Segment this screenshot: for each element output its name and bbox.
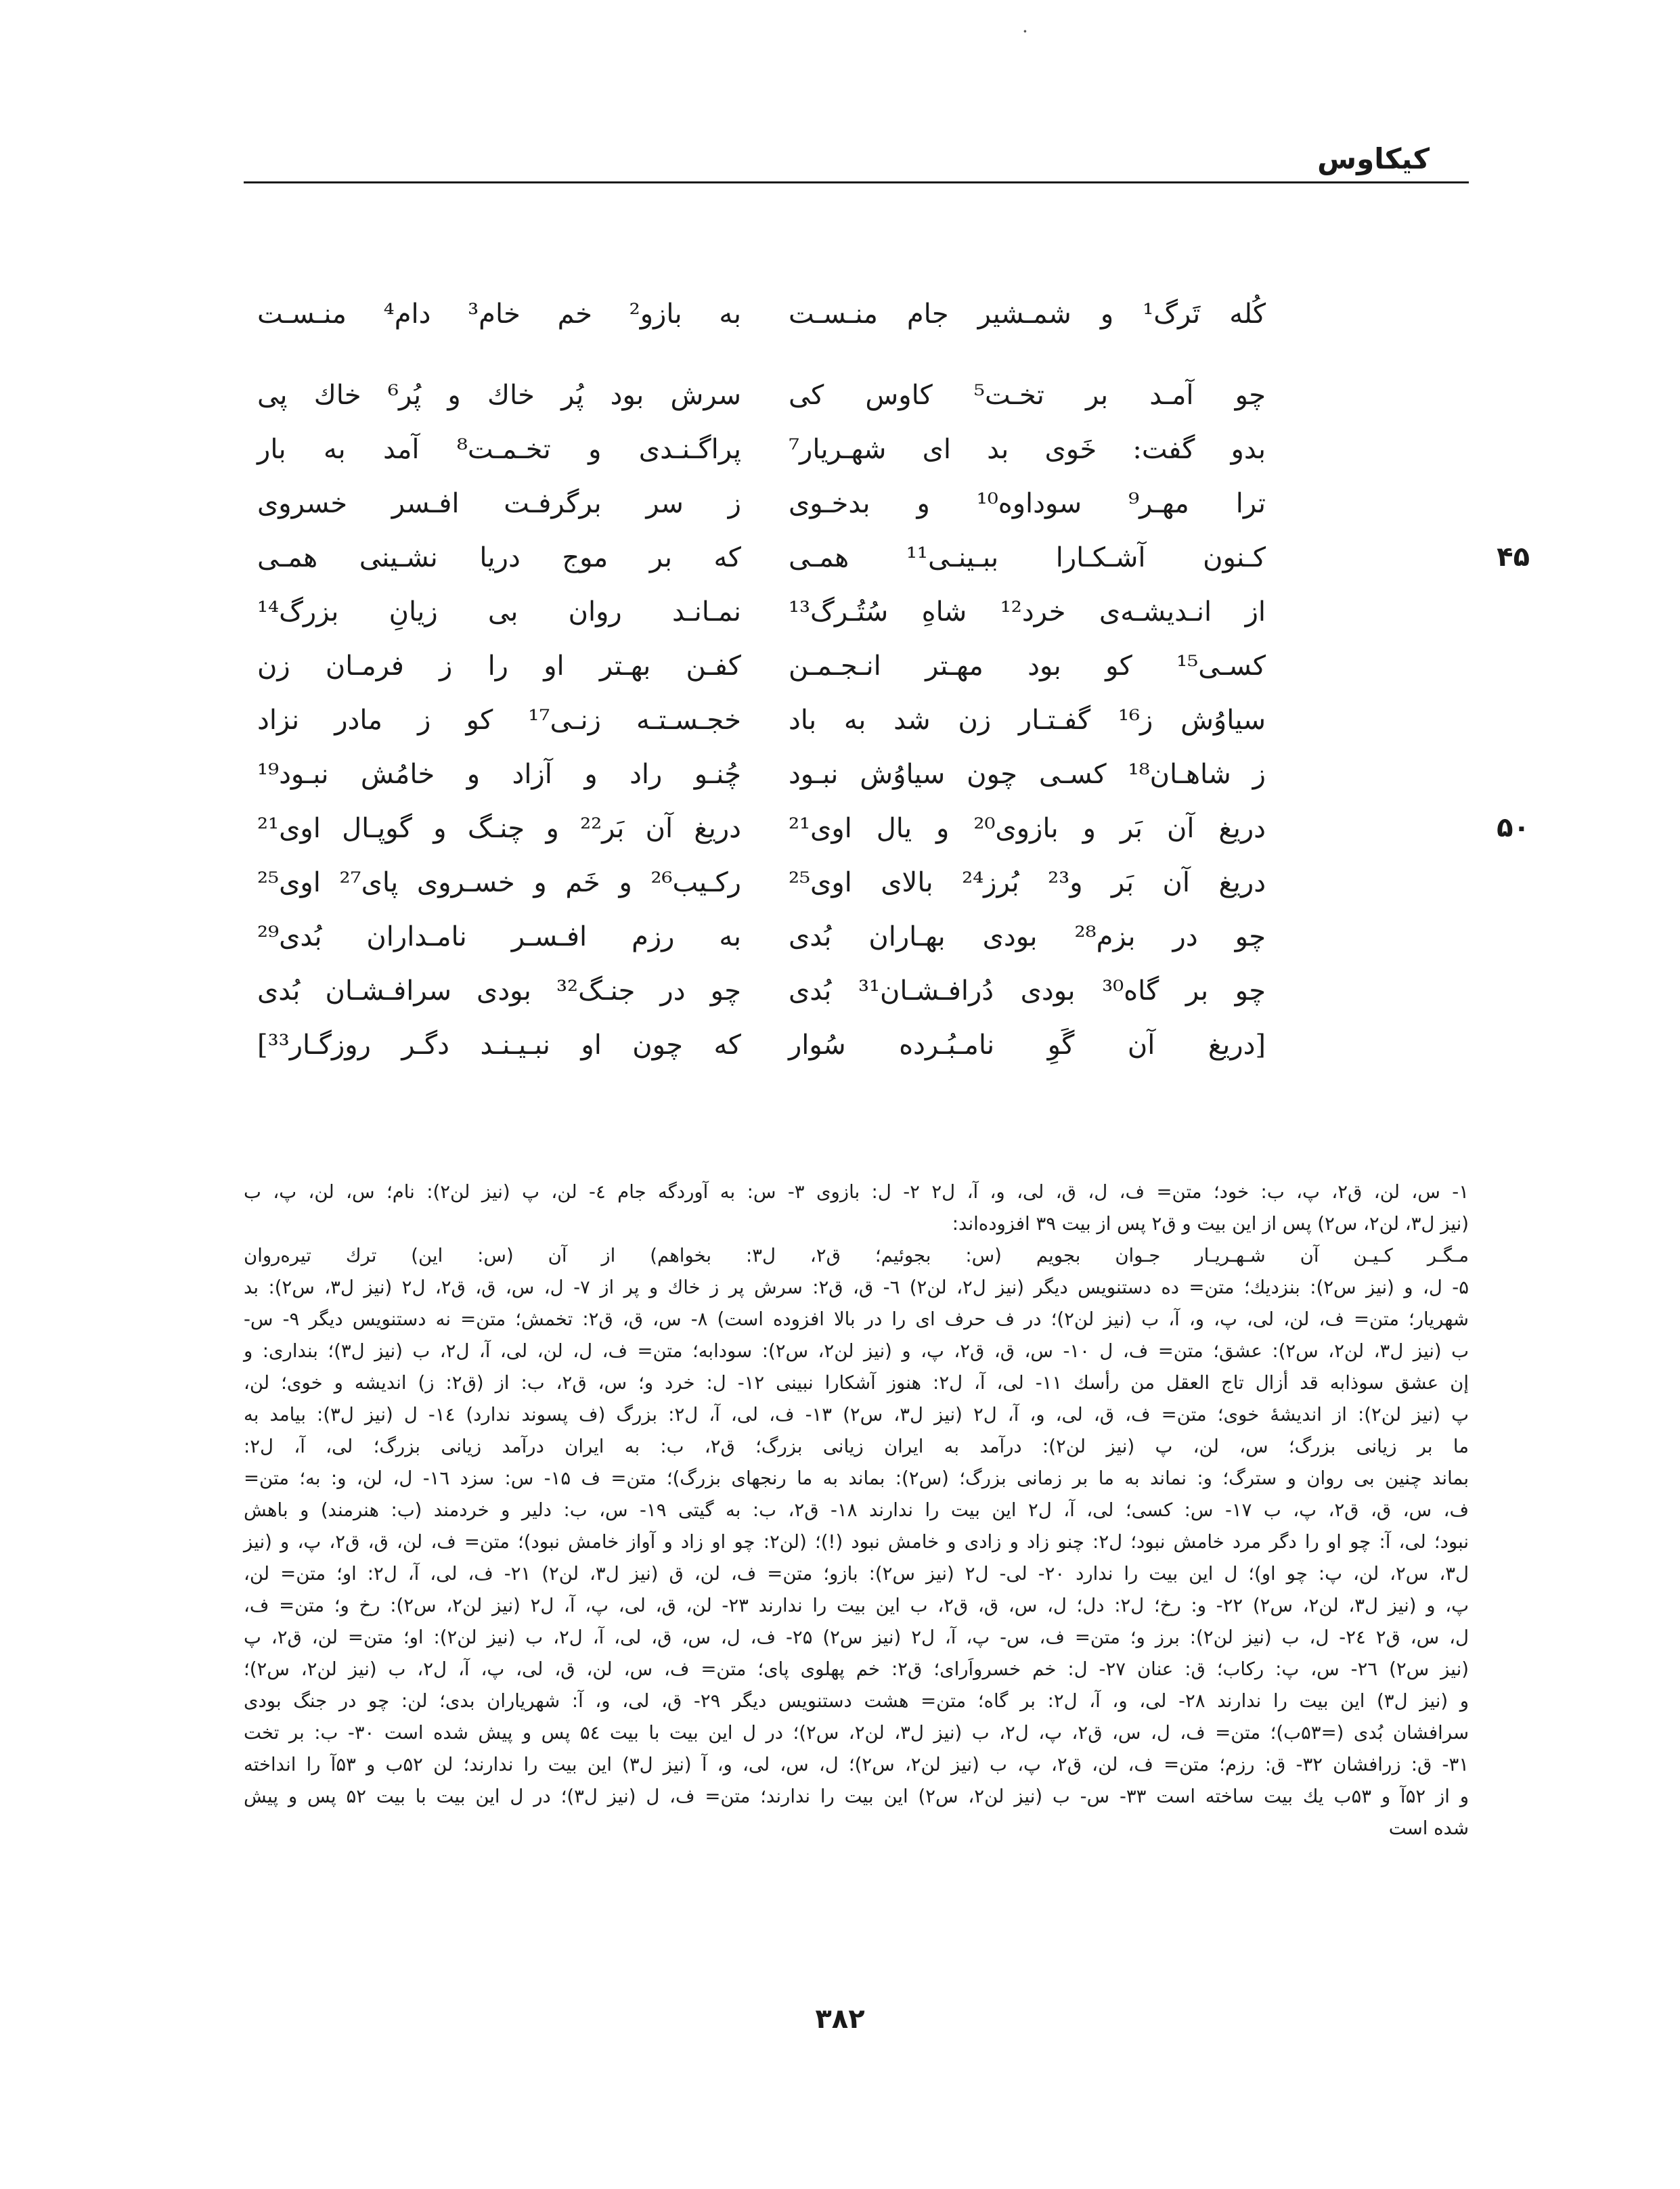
page-title: کیکاوس	[1317, 142, 1430, 175]
page-number: ۳۸۲	[815, 2004, 865, 2035]
first-hemistich: چو در بزم²⁸ بودی بهـاران بُدی	[788, 921, 1266, 952]
couplet	[257, 433, 1455, 487]
footnote-line: ل۳، س۲، لن، پ: چو او)؛ ل این بیت را ندارد ۲۰- لی- ل۲ (نیز س۲): بازو؛ متن= ف، لن، ق (نیز ل۳، لن۲) ۲۱- ف، لی، آ، ل۲: او؛ متن= لن،	[244, 1563, 1469, 1585]
footnote-line: ل، س، ق۲ ۲٤- ل، ب (نیز لن۲): برز و؛ متن= ف، س- پ، آ، ل۲ (نیز س۲) ۲۵- ف، ل، س، ق، لی، آ، ل۲، ب (نیز لن۲): او؛ متن= لن، ق۲، پ	[244, 1627, 1469, 1648]
couplet	[257, 758, 1455, 812]
line-number: ۴۵	[1497, 541, 1530, 573]
second-hemistich: کفـن بهـتر او را ز فرمـان زن	[257, 650, 741, 682]
first-hemistich: چو بر گاه³⁰ بودی دُرافـشـان³¹ بُدی	[788, 975, 1266, 1007]
footnote-line: پ، و (نیز ل۳، لن۲، س۲) ۲۲- و: رخ؛ ل۲: دل؛ ل، س، ق، ق۲، ب این بیت را ندارند ۲۳- لن، ق، لی، پ، آ، ل۲ (نیز لن۲، س۲): رخ و؛ متن= ف،	[244, 1595, 1469, 1616]
second-hemistich: سرش بود پُر خاك و پُر⁶ خاك پی	[257, 380, 741, 411]
footnote-line: و از ۵۲آ و ۵۳ب یك بیت ساخته است ۳۳- س- ب (نیز لن۲، س۲) این بیت را ندارند؛ متن= ف، ل (نیز ل۳)؛ در ل این بیت با بیت ۵۲ پس و پیش	[244, 1786, 1469, 1807]
couplet	[257, 298, 1455, 352]
first-hemistich: ترا مهـر⁹ سوداوه¹⁰ و بدخـوی	[788, 488, 1266, 519]
footnote-line: مـگـر کـیـن آن شـهـریـار جـوان بجویم (س: بجوئیم؛ ق۲، ل۳: بخواهم) از آن (س: این) ترك تیره‌روان	[244, 1245, 1469, 1266]
footnote-line: ما بر زیانی بزرگ؛ س، لن، پ (نیز لن۲): درآمد به ایران زیانی بزرگ؛ ق۲، ب: به ایران درآمد زیانی بزرگ؛ لی، آ، ل۲:	[244, 1436, 1469, 1457]
first-hemistich: دریغ آن بَر و بازوی²⁰ و یال اوی²¹	[788, 813, 1266, 844]
second-hemistich: چو در جنـگ³² بودی سرافـشـان بُدی	[257, 975, 741, 1007]
footnote-line: پ (نیز لن۲): از اندیشهٔ خوی؛ متن= ف، ق، لی، و، آ، ل۲ (نیز ل۳، س۲) ۱۳- ف، لی، آ، ل۲: بزرگ (ف پسوند ندارد) ١٤- ل (نیز ل۳): بیامد به	[244, 1404, 1469, 1425]
footnote-line: ۵- ل، و (نیز س۲): بنزدیك؛ متن= ده دستنویس دیگر (نیز ل۲، لن۲) ٦- ق، ق۲: سرش پر ز خاك و پر از ۷- ل، س، ق، ق۲، ل۲ (نیز ل۳، س۲): بد	[244, 1277, 1469, 1298]
first-hemistich: دریغ آن بَر و²³ بُرز²⁴ بالای اوی²⁵	[788, 867, 1266, 898]
footnote-line: إن عشق سوذابه قد أزال تاج العقل من رأسك ۱۱- لی، آ، ل۲: هنوز آشکارا نبینی ۱۲- ل: خرد و؛ س، ق۲، ب: از (ق۲: ز) اندیشه و خوی؛ لن،	[244, 1372, 1469, 1394]
footnote-line: ف، س، ق، ق۲، پ، ب ۱۷- س: کسی؛ لی، آ، ل۲ این بیت را ندارند ۱۸- ق۲، ب: به گیتی ۱۹- س، ب: دلیر و خردمند (ب: هنرمند) و باهش	[244, 1499, 1469, 1521]
couplet	[257, 650, 1455, 704]
second-hemistich: به رزم افـسـر نامـداران بُدی²⁹	[257, 921, 741, 952]
first-hemistich: ز شاهـان¹⁸ کسـی چون سیاوُش نبـود	[788, 759, 1266, 790]
top-dot: ·	[1022, 20, 1028, 43]
second-hemistich: که چون او نبـیـنـد دگـر روزگـار³³]	[257, 1030, 741, 1061]
second-hemistich: ز سر برگرفـت افـسر خسروی	[257, 488, 741, 519]
couplet	[257, 866, 1455, 921]
footnote-line: شهریار؛ متن= ف، لن، لی، پ، و، آ، ب (نیز لن۲)؛ در ف حرف ای را در بالا افزوده است) ۸- س، ق، ق۲: تخمش؛ متن= نه دستنویس دیگر ۹- س-	[244, 1308, 1469, 1330]
header-rule	[244, 181, 1469, 183]
second-hemistich: خجـسـتـه زنـی¹⁷ کو ز مادر نزاد	[257, 705, 741, 736]
footnote-line: (نیز س۲) ۲٦- س، پ: رکاب؛ ق: عنان ۲۷- ل: خم خسرواَرای؛ ق۲: خم پهلوی پای؛ متن= ف، س، لن، ق، لی، پ، آ، ل۲، ب (نیز لن۲، س۲)؛	[244, 1658, 1469, 1680]
footnote-line: ۳۱- ق: زرافشان ۳۲- ق: رزم؛ متن= ف، لن، ق۲، پ، ب (نیز لن۲، س۲)؛ ل، س، لی، و، آ (نیز ل۳) این بیت را ندارند؛ لن ۵۲ب و ۵۳آ را انداخته	[244, 1754, 1469, 1775]
line-number: ۵۰	[1497, 812, 1530, 843]
couplet	[257, 921, 1455, 975]
couplet	[257, 1029, 1455, 1083]
couplet	[257, 975, 1455, 1029]
couplet	[257, 596, 1455, 650]
first-hemistich: سیاوُش ز¹⁶ گفـتـار زن شد به باد	[788, 705, 1266, 736]
couplet	[257, 704, 1455, 758]
first-hemistich: از انـدیشـه‌ی خرد¹² شاهِ سُتُـرگ¹³	[788, 596, 1266, 627]
footnote-line: نبود؛ لی، آ: چو او را دگر مرد خامش نبود؛ ل۲: چنو زاد و زادی و خامش نبود (!)؛ (لن۲: چو او زاد و آواز خامش نبود)؛ متن= ف، لن، ق، ق۲، پ، و (نیز	[244, 1531, 1469, 1553]
footnote-line: بماند چنین بی روان و سترگ؛ و: نماند به ما بر زمانی بزرگ؛ (س۲): بماند به ما رنجهای بزرگ)؛ متن= ف ۱۵- س: سزد ۱٦- ل، لن، و: به؛ متن=	[244, 1467, 1469, 1489]
first-hemistich: کـنون آشـکـارا ببـینـی¹¹ همـی	[788, 542, 1266, 573]
second-hemistich: به بازو² خم خام³ دام⁴ منـسـت	[257, 298, 741, 330]
footnotes	[244, 1176, 1469, 1844]
first-hemistich: کسـی¹⁵ کو بود مهـتر انـجـمـن	[788, 650, 1266, 682]
second-hemistich: پراگـنـدی و تخـمـت⁸ آمد به بار	[257, 434, 741, 465]
footnote-line: ب (نیز ل۳، لن۲، س۲): عشق؛ متن= ف، ل ۱۰- س، ق، ق۲، پ، و (نیز لن۲، س۲): سودابه؛ متن= ف، ل، لن، لی، آ، ل۲، ب (نیز ل۳)؛ بنداری: و	[244, 1340, 1469, 1362]
second-hemistich: نمـانـد روان بی زیانِ بزرگ¹⁴	[257, 596, 741, 627]
couplet	[257, 379, 1455, 433]
footnote-line: (نیز ل۳، لن۲، س۲) پس از این بیت و ق۲ پس از بیت ۳۹ افزوده‌اند:	[952, 1213, 1469, 1235]
footnote-line: و (نیز ل۳) این بیت را ندارند ۲۸- لی، و، آ، ل۲: بر گاه؛ متن= هشت دستنویس دیگر ۲۹- ق، لی، و، آ: شهریاران بدی؛ لن: چو در جنگ بودی	[244, 1690, 1469, 1712]
second-hemistich: که بر موج دریا نشـینی همـی	[257, 542, 741, 573]
first-hemistich: چو آمـد بر تخـت⁵ کاوس کی	[788, 380, 1266, 411]
second-hemistich: دریغ آن بَر²² و چنـگ و گوپـال اوی²¹	[257, 813, 741, 844]
couplet	[257, 812, 1530, 866]
second-hemistich: چُنـو راد و آزاد و خامُش نبـود¹⁹	[257, 759, 741, 790]
first-hemistich: [دریغ آن گَوِ نامـبُـرده سُوار	[788, 1030, 1266, 1061]
footnote-line: سرافشان بُدی (=۵۳ب)؛ متن= ف، ل، س، ق۲، پ، ل۲، ب (نیز ل۳، لن۲، س۲)؛ در ل این بیت با بیت ۵٤ پس و پیش شده است ۳۰- ب: بر تخت	[244, 1722, 1469, 1744]
first-hemistich: کُله تَرگ¹ و شمـشیر جام منـسـت	[788, 298, 1266, 330]
second-hemistich: رکـیب²⁶ و خَم و خسـروی پای²⁷ اوی²⁵	[257, 867, 741, 898]
footnote-line: شده است	[1388, 1817, 1469, 1839]
footnote-line: ۱- س، لن، ق۲، پ، ب: خود؛ متن= ف، ل، ق، لی، و، آ، ل۲ ۲- ل: بازوی ۳- س: به آوردگه جام ٤- لن، پ (نیز لن۲): نام؛ س، لن، پ، ب	[244, 1181, 1469, 1203]
couplet	[257, 487, 1455, 541]
first-hemistich: بدو گفت: خَوی بد ای شهـریار⁷	[788, 434, 1266, 465]
couplet	[257, 541, 1530, 596]
